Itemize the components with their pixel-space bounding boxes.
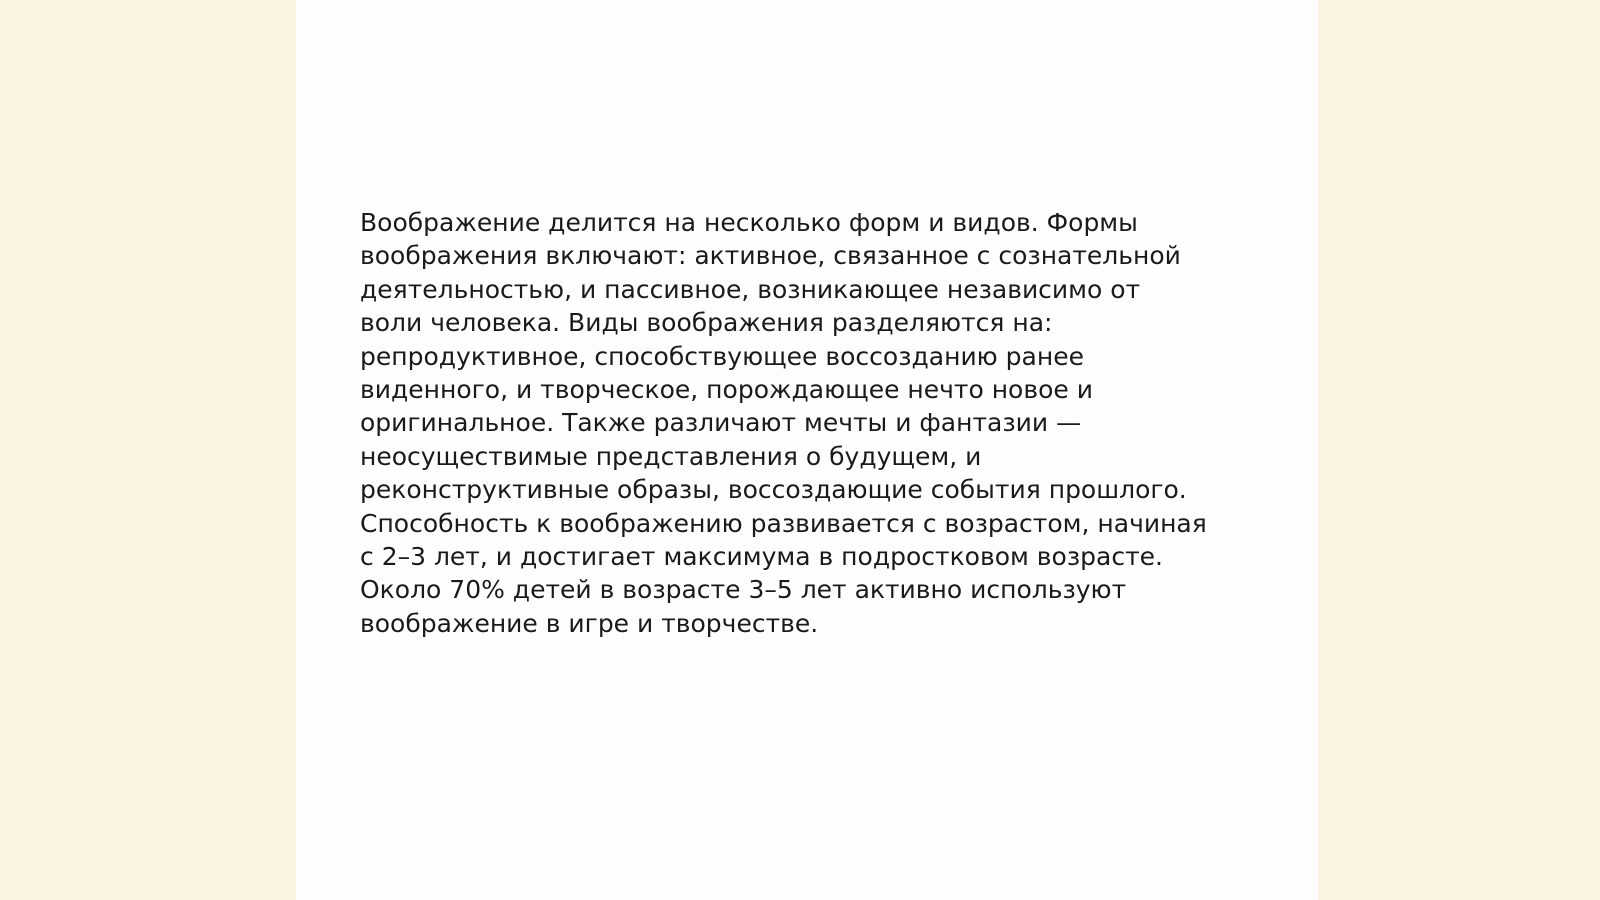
right-margin-background <box>1318 0 1600 900</box>
slide-page <box>296 0 1318 900</box>
left-margin-background <box>0 0 296 900</box>
slide-body-text: Воображение делится на несколько форм и видов. Формы воображения включают: активное, связанное с сознательной деятельностью, и пассивное, возникающее независимо от воли человека. Виды воображения разделяются на: репродуктивное, способствующее воссозданию ранее виденного, и творческое, порождающее нечто новое и оригинальное. Также различают мечты и фантазии — неосуществимые представления о будущем, и реконструктивные образы, воссоздающие события прошлого. Способность к воображению развивается с возрастом, начиная с 2–3 лет, и достигает максимума в подростковом возрасте. Около 70% детей в возрасте 3–5 лет активно используют воображение в игре и творчестве. <box>360 208 1207 638</box>
